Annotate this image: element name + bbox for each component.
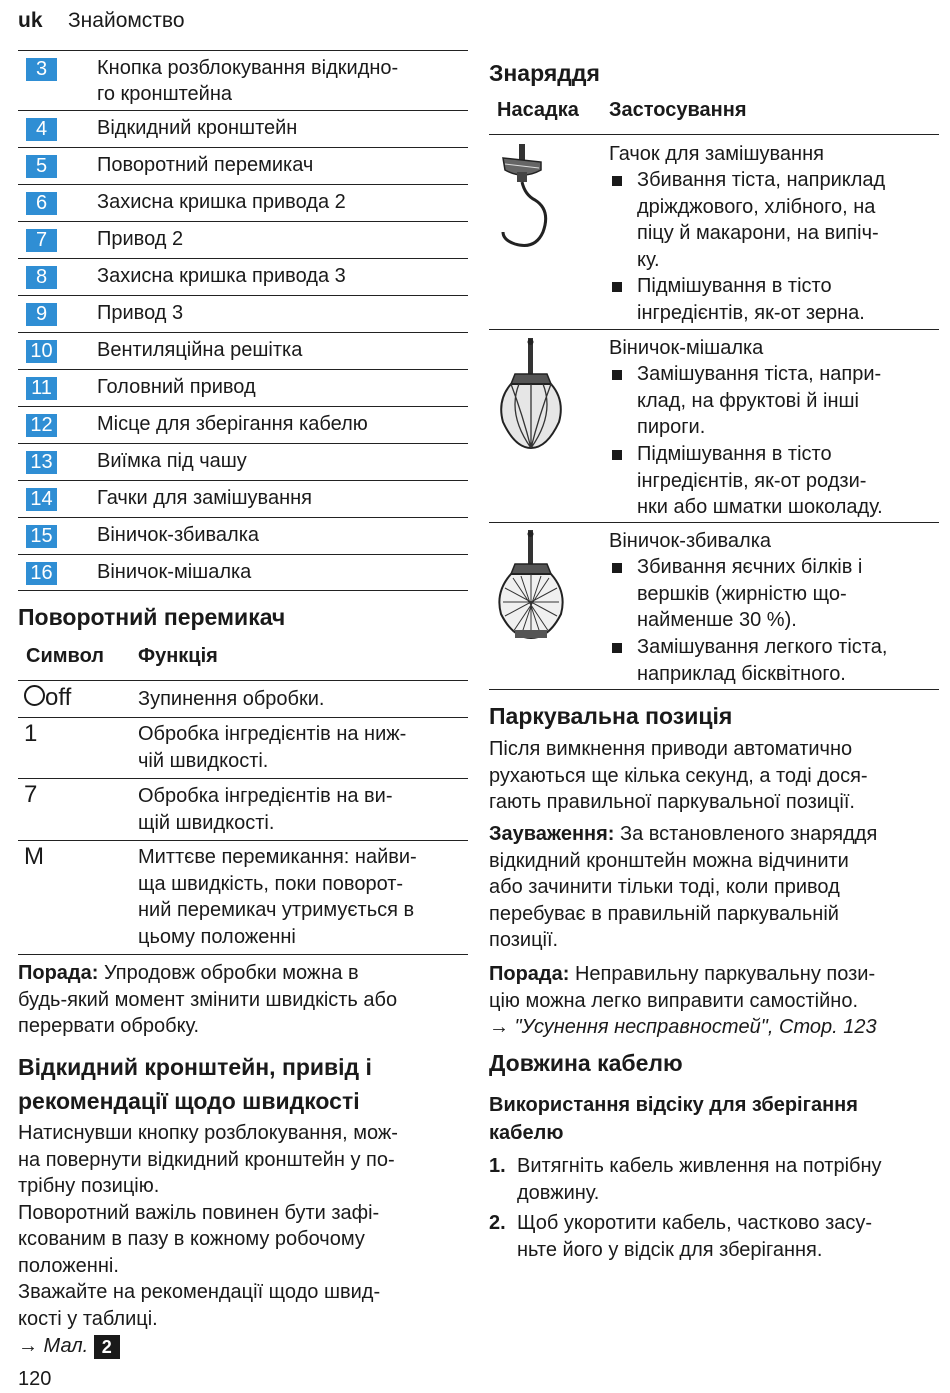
tool-use: Підмішування в тісто інгредієнтів, як-от родзи- нки або шматки шоколаду. [637,443,883,518]
legend-row [18,332,468,369]
function-text: Зупинення обробки. [138,688,325,710]
symbol-1: 1 [24,720,38,747]
table-rule [489,329,939,330]
legend-row [18,50,468,110]
legend-row [18,258,468,295]
page-number: 120 [18,1368,52,1390]
part-number-badge: 3 [26,58,57,81]
part-name: Привод 3 [97,302,184,324]
section-heading-parking: Паркувальна позиція [489,703,733,729]
symbol-off: off [24,684,71,712]
part-name: Гачки для замішування [97,487,312,509]
part-number-badge: 10 [26,340,57,363]
off-circle-icon [24,685,45,706]
step-text: Витягніть кабель живлення на потрібну довжину. [517,1155,882,1204]
part-name: Головний привод [97,376,256,398]
legend-row [18,369,468,406]
part-number-badge: 6 [26,192,57,215]
step-number: 2. [489,1212,506,1234]
step-number: 1. [489,1155,506,1177]
legend-row [18,110,468,147]
kneading-hook-icon [495,140,555,260]
table-rule [18,840,468,841]
legend-row [18,443,468,480]
tool-use: Замішування тіста, напри- клад, на фруктові й інші пироги. [637,363,882,438]
part-number-badge: 5 [26,155,57,178]
part-name: Віничок-збивалка [97,524,260,546]
part-name: Виїмка під чашу [97,450,247,472]
section-heading-tools: Знаряддя [489,60,600,86]
part-number-badge: 11 [26,377,57,400]
parking-tip: Порада: Неправильну паркувальну пози- цію можна легко виправити самостійно. [489,963,876,1012]
table-rule [18,680,468,681]
part-number-badge: 16 [26,562,57,585]
figure-number-badge: 2 [94,1335,120,1359]
tool-use: Підмішування в тісто інгредієнтів, як-от зерна. [637,275,865,324]
troubleshooting-link[interactable]: → "Усунення несправностей", Стор. 123 [489,1016,877,1038]
beating-whisk-icon [493,528,569,648]
bullet [612,643,622,653]
part-number-badge: 4 [26,118,57,141]
part-name: Захисна кришка привода 2 [97,191,346,213]
tool-name: Гачок для замішування [609,143,824,165]
subheading-cable-storage: Використання відсіку для зберігання кабелю [489,1094,858,1144]
part-name: Кнопка розблокування відкидно- го кронштейна [97,57,399,105]
symbol-7: 7 [24,781,38,808]
legend-row [18,517,468,554]
part-number-badge: 9 [26,303,57,326]
parts-legend-table [18,50,468,591]
figure-reference[interactable]: → Мал. 2 [18,1333,120,1360]
part-number-badge: 14 [26,488,57,511]
part-number-badge: 8 [26,266,57,289]
column-header-symbol: Символ [26,645,104,667]
tool-name: Віничок-мішалка [609,337,764,359]
tool-use: Замішування легкого тіста, наприклад бісквітного. [637,636,888,685]
bullet [612,450,622,460]
table-rule [18,954,468,955]
function-text: Миттєве перемикання: найви- ща швидкість, поки поворот- ний перемикач утримується в цьому положенні [138,846,417,948]
symbol-m: M [24,843,44,870]
section-heading-rotary-switch: Поворотний перемикач [18,604,286,630]
tool-use: Збивання тіста, наприклад дріжджового, хлібного, на піцу й макарони, на випіч- ку. [637,169,886,271]
part-name: Вентиляційна решітка [97,339,303,361]
part-number-badge: 13 [26,451,57,474]
part-name: Захисна кришка привода 3 [97,265,346,287]
function-text: Обробка інгредієнтів на ви- щій швидкості. [138,785,393,834]
part-name: Привод 2 [97,228,184,250]
bullet [612,563,622,573]
legend-row [18,480,468,517]
part-name: Відкидний кронштейн [97,117,298,139]
legend-row [18,221,468,258]
legend-row [18,295,468,332]
section-heading-cable-length: Довжина кабелю [489,1050,683,1076]
bullet [612,370,622,380]
parking-note: Зауваження: За встановленого знаряддя відкидний кронштейн можна відчинити або зачинити тільки тоді, коли привод перебуває в правильній паркувальній позиції. [489,823,878,951]
legend-row [18,554,468,591]
tool-use: Збивання яєчних білків і вершків (жирністю що- найменше 30 %). [637,556,863,631]
tip-speed: Порада: Упродовж обробки можна в будь-який момент змінити швидкість або перервати обробку. [18,962,398,1037]
legend-row [18,406,468,443]
function-text: Обробка інгредієнтів на ниж- чій швидкості. [138,723,407,772]
part-name: Поворотний перемикач [97,154,314,176]
mixing-whisk-icon [493,336,569,456]
bullet [612,282,622,292]
tool-name: Віничок-збивалка [609,530,772,552]
column-header-function: Функція [138,645,218,667]
part-name: Віничок-мішалка [97,561,252,583]
table-rule [489,689,939,690]
table-rule [18,717,468,718]
language-code: uk [18,9,43,32]
column-header-attachment: Насадка [497,99,579,121]
table-rule [18,778,468,779]
table-rule [489,134,939,135]
part-number-badge: 12 [26,414,57,437]
swing-arm-text: Натиснувши кнопку розблокування, мож- на повернути відкидний кронштейн у по- трібну позицію. Поворотний важіль повинен бути зафі- ксованим в пазу в кожному робочому положенні. Зважайте на рекомендації щодо швид- кості у таблиці. [18,1122,398,1330]
column-header-use: Застосування [609,99,747,121]
legend-row [18,184,468,221]
part-number-badge: 7 [26,229,57,252]
parking-text: Після вимкнення приводи автоматично рухаються ще кілька секунд, а тоді дося- гають правильної паркувальної позиції. [489,738,868,813]
section-title: Знайомство [68,9,185,32]
part-name: Місце для зберігання кабелю [97,413,368,435]
section-heading-swing-arm: Відкидний кронштейн, привід і рекомендації щодо швидкості [18,1054,372,1114]
part-number-badge: 15 [26,525,57,548]
legend-row [18,147,468,184]
bullet [612,176,622,186]
step-text: Щоб укоротити кабель, частково засу- ньте його у відсік для зберігання. [517,1212,873,1261]
table-rule [489,522,939,523]
